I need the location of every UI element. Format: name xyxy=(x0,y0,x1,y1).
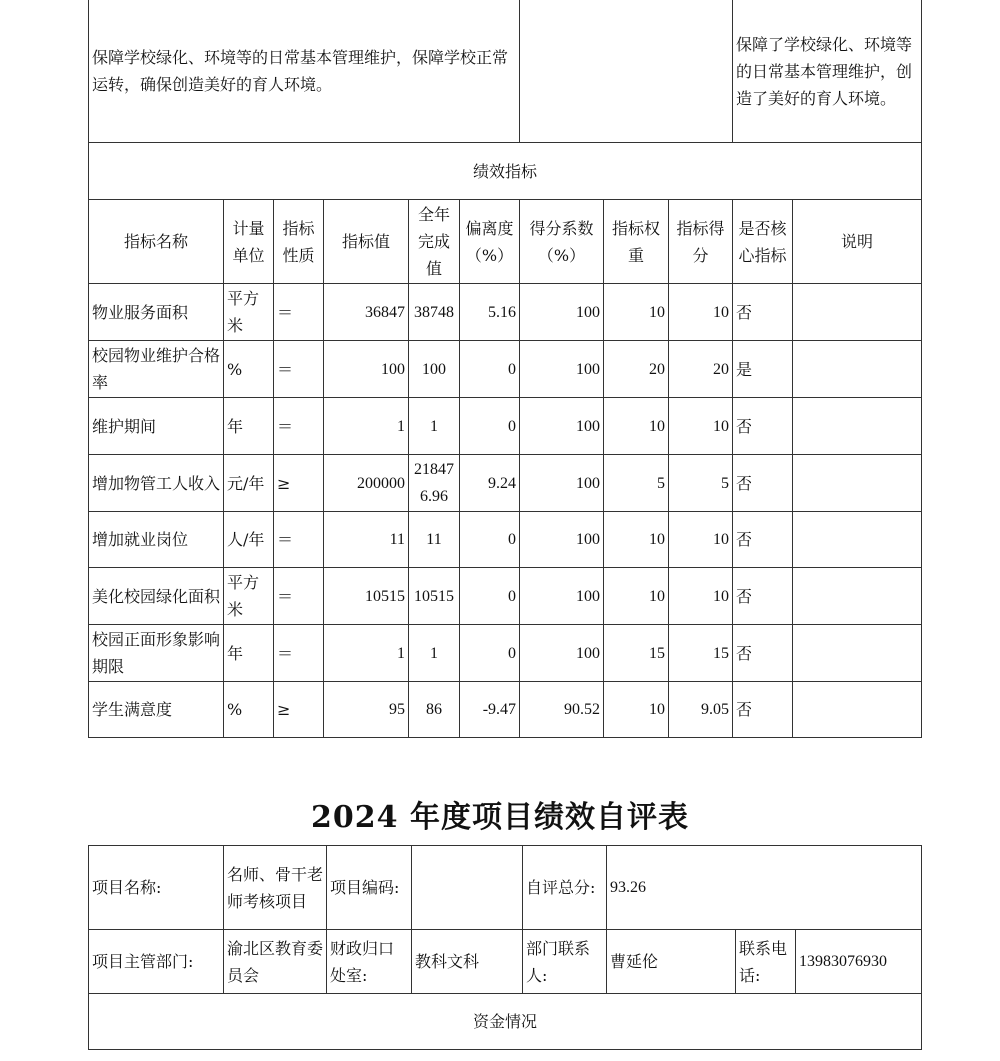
indicator-name-cell: 增加物管工人收入 xyxy=(89,455,224,512)
goal-target-cell: 保障学校绿化、环境等的日常基本管理维护，保障学校正常运转，确保创造美好的育人环境。 xyxy=(89,0,520,143)
performance-table xyxy=(88,0,922,738)
indicator-name-cell: 维护期间 xyxy=(89,398,224,455)
indicator-unit-cell: 年 xyxy=(224,625,274,682)
dept-value: 渝北区教育委员会 xyxy=(224,930,327,994)
indicator-coef-cell: 100 xyxy=(520,341,604,398)
indicator-unit-cell: 年 xyxy=(224,398,274,455)
indicator-note-cell xyxy=(793,682,922,738)
indicator-coef-cell: 100 xyxy=(520,284,604,341)
header-actual: 全年完成值 xyxy=(409,200,460,284)
indicator-note-cell xyxy=(793,341,922,398)
indicator-unit-cell: % xyxy=(224,682,274,738)
phone-label: 联系电话: xyxy=(736,930,796,994)
finance-label: 财政归口处室: xyxy=(327,930,412,994)
indicator-weight-cell: 10 xyxy=(604,682,669,738)
dept-label: 项目主管部门: xyxy=(89,930,224,994)
header-note: 说明 xyxy=(793,200,922,284)
indicator-target-cell: 1 xyxy=(324,398,409,455)
indicator-weight-cell: 20 xyxy=(604,341,669,398)
indicator-unit-cell: 人/年 xyxy=(224,512,274,568)
header-core: 是否核心指标 xyxy=(733,200,793,284)
indicator-coef-cell: 90.52 xyxy=(520,682,604,738)
indicator-row xyxy=(89,512,922,568)
header-unit: 计量单位 xyxy=(224,200,274,284)
indicator-core-cell: 否 xyxy=(733,398,793,455)
indicator-deviation-cell: -9.47 xyxy=(460,682,520,738)
indicator-actual-cell: 1 xyxy=(409,398,460,455)
indicator-weight-cell: 10 xyxy=(604,512,669,568)
indicator-weight-cell: 15 xyxy=(604,625,669,682)
indicator-row xyxy=(89,341,922,398)
indicator-actual-cell: 38748 xyxy=(409,284,460,341)
indicator-nature-cell: ＝ xyxy=(274,512,324,568)
contact-value: 曹延伦 xyxy=(607,930,736,994)
indicator-name-cell: 校园正面形象影响期限 xyxy=(89,625,224,682)
indicator-note-cell xyxy=(793,568,922,625)
indicator-core-cell: 是 xyxy=(733,341,793,398)
indicator-score-cell: 10 xyxy=(669,284,733,341)
indicator-row xyxy=(89,284,922,341)
indicator-nature-cell: ≥ xyxy=(274,455,324,512)
indicator-actual-cell: 11 xyxy=(409,512,460,568)
indicator-core-cell: 否 xyxy=(733,284,793,341)
indicator-row xyxy=(89,682,922,738)
indicator-coef-cell: 100 xyxy=(520,625,604,682)
indicator-core-cell: 否 xyxy=(733,568,793,625)
indicator-target-cell: 95 xyxy=(324,682,409,738)
indicator-target-cell: 200000 xyxy=(324,455,409,512)
indicator-rows xyxy=(89,284,922,738)
indicator-row xyxy=(89,455,922,512)
indicator-coef-cell: 100 xyxy=(520,455,604,512)
indicator-name-cell: 增加就业岗位 xyxy=(89,512,224,568)
funds-title: 资金情况 xyxy=(89,994,922,1050)
indicator-score-cell: 5 xyxy=(669,455,733,512)
header-score: 指标得分 xyxy=(669,200,733,284)
indicator-score-cell: 15 xyxy=(669,625,733,682)
header-weight: 指标权重 xyxy=(604,200,669,284)
indicator-score-cell: 10 xyxy=(669,568,733,625)
indicator-unit-cell: 元/年 xyxy=(224,455,274,512)
indicator-nature-cell: ＝ xyxy=(274,341,324,398)
indicator-target-cell: 100 xyxy=(324,341,409,398)
indicator-nature-cell: ＝ xyxy=(274,568,324,625)
project-name-row xyxy=(89,846,922,930)
goal-row xyxy=(89,0,922,143)
header-row xyxy=(89,200,922,284)
indicator-score-cell: 9.05 xyxy=(669,682,733,738)
indicator-weight-cell: 10 xyxy=(604,284,669,341)
indicator-score-cell: 10 xyxy=(669,398,733,455)
indicator-coef-cell: 100 xyxy=(520,512,604,568)
header-deviation: 偏离度（%） xyxy=(460,200,520,284)
phone-value: 13983076930 xyxy=(796,930,922,994)
indicator-target-cell: 1 xyxy=(324,625,409,682)
project-code-value xyxy=(412,846,523,930)
total-score-value: 93.26 xyxy=(607,846,922,930)
indicator-actual-cell: 100 xyxy=(409,341,460,398)
indicator-deviation-cell: 9.24 xyxy=(460,455,520,512)
indicator-unit-cell: 平方米 xyxy=(224,568,274,625)
contact-label: 部门联系人: xyxy=(523,930,607,994)
funds-title-row xyxy=(89,994,922,1050)
header-nature: 指标性质 xyxy=(274,200,324,284)
indicator-unit-cell: 平方米 xyxy=(224,284,274,341)
indicator-name-cell: 校园物业维护合格率 xyxy=(89,341,224,398)
indicator-name-cell: 美化校园绿化面积 xyxy=(89,568,224,625)
goal-actual-cell: 保障了学校绿化、环境等的日常基本管理维护，创造了美好的育人环境。 xyxy=(733,0,922,143)
indicator-weight-cell: 10 xyxy=(604,568,669,625)
indicator-coef-cell: 100 xyxy=(520,568,604,625)
project-info-table xyxy=(88,845,922,1050)
indicator-actual-cell: 10515 xyxy=(409,568,460,625)
indicator-core-cell: 否 xyxy=(733,512,793,568)
indicator-unit-cell: % xyxy=(224,341,274,398)
indicator-name-cell: 物业服务面积 xyxy=(89,284,224,341)
indicator-note-cell xyxy=(793,398,922,455)
indicator-core-cell: 否 xyxy=(733,455,793,512)
indicator-weight-cell: 10 xyxy=(604,398,669,455)
indicator-nature-cell: ＝ xyxy=(274,284,324,341)
indicator-core-cell: 否 xyxy=(733,625,793,682)
indicator-core-cell: 否 xyxy=(733,682,793,738)
indicator-deviation-cell: 0 xyxy=(460,398,520,455)
goal-middle-cell xyxy=(520,0,733,143)
indicator-actual-cell: 1 xyxy=(409,625,460,682)
department-row xyxy=(89,930,922,994)
indicator-deviation-cell: 0 xyxy=(460,568,520,625)
finance-value: 教科文科 xyxy=(412,930,523,994)
project-name-label: 项目名称: xyxy=(89,846,224,930)
header-name: 指标名称 xyxy=(89,200,224,284)
indicator-nature-cell: ＝ xyxy=(274,625,324,682)
indicator-score-cell: 20 xyxy=(669,341,733,398)
indicator-nature-cell: ≥ xyxy=(274,682,324,738)
indicator-row xyxy=(89,398,922,455)
indicator-coef-cell: 100 xyxy=(520,398,604,455)
indicator-note-cell xyxy=(793,455,922,512)
project-code-label: 项目编码: xyxy=(327,846,412,930)
indicator-deviation-cell: 0 xyxy=(460,512,520,568)
indicator-score-cell: 10 xyxy=(669,512,733,568)
indicator-row xyxy=(89,625,922,682)
section-title: 绩效指标 xyxy=(89,143,922,200)
indicator-target-cell: 10515 xyxy=(324,568,409,625)
header-coef: 得分系数（%） xyxy=(520,200,604,284)
indicator-note-cell xyxy=(793,284,922,341)
form-title: 2024 年度项目绩效自评表 xyxy=(311,800,689,835)
indicator-target-cell: 36847 xyxy=(324,284,409,341)
header-target: 指标值 xyxy=(324,200,409,284)
indicator-actual-cell: 218476.96 xyxy=(409,455,460,512)
indicator-note-cell xyxy=(793,625,922,682)
section-title-row xyxy=(89,143,922,200)
project-name-value: 名师、骨干老师考核项目 xyxy=(224,846,327,930)
indicator-note-cell xyxy=(793,512,922,568)
indicator-deviation-cell: 0 xyxy=(460,625,520,682)
indicator-deviation-cell: 5.16 xyxy=(460,284,520,341)
indicator-target-cell: 11 xyxy=(324,512,409,568)
indicator-name-cell: 学生满意度 xyxy=(89,682,224,738)
indicator-weight-cell: 5 xyxy=(604,455,669,512)
indicator-row xyxy=(89,568,922,625)
total-score-label: 自评总分: xyxy=(523,846,607,930)
indicator-deviation-cell: 0 xyxy=(460,341,520,398)
indicator-nature-cell: ＝ xyxy=(274,398,324,455)
indicator-actual-cell: 86 xyxy=(409,682,460,738)
